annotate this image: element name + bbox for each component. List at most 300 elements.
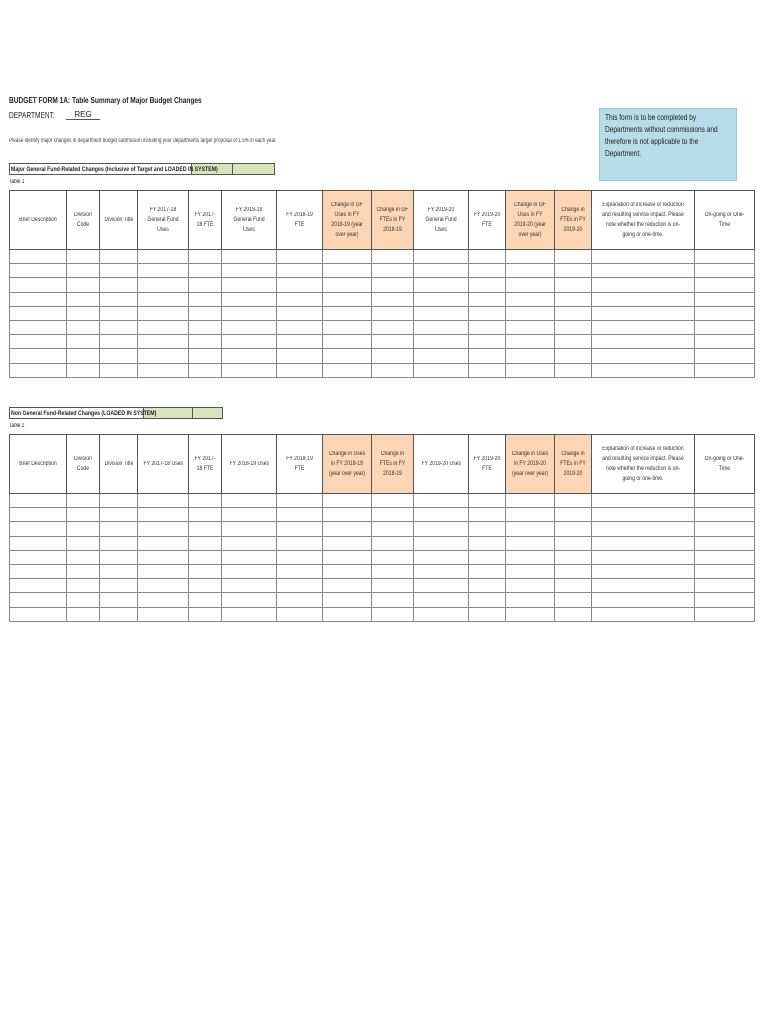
table-row xyxy=(10,579,755,593)
department-value[interactable]: REG xyxy=(66,110,100,120)
table-cell[interactable] xyxy=(189,349,222,363)
table-cell[interactable] xyxy=(100,522,138,536)
table-cell[interactable] xyxy=(323,536,372,550)
table-cell[interactable] xyxy=(277,349,323,363)
table-row xyxy=(10,264,755,278)
table-cell[interactable] xyxy=(189,250,222,264)
table-cell[interactable] xyxy=(67,292,100,306)
table-cell[interactable] xyxy=(10,250,67,264)
column-header xyxy=(323,191,372,250)
table-cell[interactable] xyxy=(592,264,695,278)
table-cell[interactable] xyxy=(67,508,100,522)
table-cell[interactable] xyxy=(414,579,469,593)
table-cell[interactable] xyxy=(222,363,277,377)
table-cell[interactable] xyxy=(695,564,755,578)
table-cell[interactable] xyxy=(10,349,67,363)
table-cell[interactable] xyxy=(695,593,755,607)
table-cell[interactable] xyxy=(469,306,506,320)
table-cell[interactable] xyxy=(277,579,323,593)
table-cell[interactable] xyxy=(100,320,138,334)
table-cell[interactable] xyxy=(506,508,555,522)
table-cell[interactable] xyxy=(67,522,100,536)
table-cell[interactable] xyxy=(222,335,277,349)
table-cell[interactable] xyxy=(555,536,592,550)
table-cell[interactable] xyxy=(469,593,506,607)
table-cell[interactable] xyxy=(506,564,555,578)
table-cell[interactable] xyxy=(592,508,695,522)
table-cell[interactable] xyxy=(506,278,555,292)
table-cell[interactable] xyxy=(592,292,695,306)
table-cell[interactable] xyxy=(506,593,555,607)
table-cell[interactable] xyxy=(469,536,506,550)
table-cell[interactable] xyxy=(695,494,755,508)
table-cell[interactable] xyxy=(695,508,755,522)
table-cell[interactable] xyxy=(100,579,138,593)
table-cell[interactable] xyxy=(506,250,555,264)
table-cell[interactable] xyxy=(100,335,138,349)
table-cell[interactable] xyxy=(189,264,222,278)
table-cell[interactable] xyxy=(189,579,222,593)
section2-title: Non General Fund-Related Changes (LOADED IN SYSTEM) xyxy=(11,410,157,417)
table-cell[interactable] xyxy=(277,292,323,306)
table-cell[interactable] xyxy=(414,508,469,522)
table-cell[interactable] xyxy=(592,550,695,564)
table-cell[interactable] xyxy=(372,550,414,564)
table-cell[interactable] xyxy=(323,306,372,320)
table-cell[interactable] xyxy=(323,278,372,292)
column-header xyxy=(592,435,695,494)
table-cell[interactable] xyxy=(555,250,592,264)
table-cell[interactable] xyxy=(222,564,277,578)
table-cell[interactable] xyxy=(100,278,138,292)
table-cell[interactable] xyxy=(555,320,592,334)
table-cell[interactable] xyxy=(138,264,189,278)
table-cell[interactable] xyxy=(67,264,100,278)
table-cell[interactable] xyxy=(277,320,323,334)
table-cell[interactable] xyxy=(372,508,414,522)
table-cell[interactable] xyxy=(414,278,469,292)
table-cell[interactable] xyxy=(469,508,506,522)
section2-title-cell xyxy=(10,408,157,418)
table-cell[interactable] xyxy=(10,550,67,564)
table-cell[interactable] xyxy=(10,278,67,292)
table-cell[interactable] xyxy=(592,250,695,264)
table-cell[interactable] xyxy=(67,579,100,593)
table-cell[interactable] xyxy=(555,550,592,564)
table-cell[interactable] xyxy=(100,264,138,278)
table-cell[interactable] xyxy=(414,292,469,306)
table-cell[interactable] xyxy=(592,536,695,550)
table-cell[interactable] xyxy=(469,522,506,536)
table-cell[interactable] xyxy=(138,564,189,578)
table-cell[interactable] xyxy=(592,607,695,621)
table-cell[interactable] xyxy=(414,349,469,363)
table-cell[interactable] xyxy=(372,593,414,607)
table-cell[interactable] xyxy=(67,349,100,363)
table-cell[interactable] xyxy=(67,250,100,264)
column-header-text: Explanation of increase or reduction and resulting service impact. Please note whether the reduction is on-going or one-time. xyxy=(602,446,684,482)
table-cell[interactable] xyxy=(414,363,469,377)
table-cell[interactable] xyxy=(100,292,138,306)
table-cell[interactable] xyxy=(10,607,67,621)
table-cell[interactable] xyxy=(10,320,67,334)
table-cell[interactable] xyxy=(138,536,189,550)
column-header-text: Division Code xyxy=(74,212,92,228)
table-cell[interactable] xyxy=(189,292,222,306)
table-cell[interactable] xyxy=(469,550,506,564)
table-cell[interactable] xyxy=(695,522,755,536)
table-cell[interactable] xyxy=(555,306,592,320)
table-cell[interactable] xyxy=(138,292,189,306)
table-cell[interactable] xyxy=(323,335,372,349)
table-cell[interactable] xyxy=(592,306,695,320)
table-cell[interactable] xyxy=(414,536,469,550)
table-cell[interactable] xyxy=(10,264,67,278)
table-cell[interactable] xyxy=(189,508,222,522)
table-cell[interactable] xyxy=(506,494,555,508)
table-cell[interactable] xyxy=(372,250,414,264)
table-cell[interactable] xyxy=(592,349,695,363)
table-cell[interactable] xyxy=(222,292,277,306)
table-cell[interactable] xyxy=(138,579,189,593)
table-cell[interactable] xyxy=(67,320,100,334)
column-header-text: Change in FTEs in FY 2019-20 xyxy=(560,451,586,477)
table-cell[interactable] xyxy=(222,494,277,508)
table-cell[interactable] xyxy=(67,278,100,292)
table-cell[interactable] xyxy=(592,579,695,593)
table-cell[interactable] xyxy=(222,550,277,564)
table-cell[interactable] xyxy=(372,494,414,508)
column-header xyxy=(323,435,372,494)
table-cell[interactable] xyxy=(10,306,67,320)
table-cell[interactable] xyxy=(189,536,222,550)
table-cell[interactable] xyxy=(277,508,323,522)
table-cell[interactable] xyxy=(100,564,138,578)
table-cell[interactable] xyxy=(506,579,555,593)
table-cell[interactable] xyxy=(372,564,414,578)
table-cell[interactable] xyxy=(138,349,189,363)
table-cell[interactable] xyxy=(555,363,592,377)
table-cell[interactable] xyxy=(695,363,755,377)
section2-green-cell xyxy=(192,408,222,418)
table-cell[interactable] xyxy=(189,593,222,607)
table-cell[interactable] xyxy=(323,494,372,508)
table-cell[interactable] xyxy=(414,250,469,264)
table-cell[interactable] xyxy=(222,264,277,278)
notice-text: This form is to be completed by Departments without commissions and therefore is not applicable to the Department. xyxy=(605,113,718,158)
table-cell[interactable] xyxy=(372,349,414,363)
table-cell[interactable] xyxy=(506,292,555,306)
table-cell[interactable] xyxy=(100,306,138,320)
table-cell[interactable] xyxy=(277,593,323,607)
table-cell[interactable] xyxy=(555,508,592,522)
table-cell[interactable] xyxy=(100,593,138,607)
table-cell[interactable] xyxy=(695,550,755,564)
table-cell[interactable] xyxy=(222,349,277,363)
table-cell[interactable] xyxy=(222,508,277,522)
table-cell[interactable] xyxy=(277,522,323,536)
table-cell[interactable] xyxy=(555,349,592,363)
table-cell[interactable] xyxy=(222,320,277,334)
table-cell[interactable] xyxy=(100,550,138,564)
table-cell[interactable] xyxy=(222,593,277,607)
table-cell[interactable] xyxy=(222,250,277,264)
table-cell[interactable] xyxy=(469,564,506,578)
column-header xyxy=(222,191,277,250)
table-cell[interactable] xyxy=(695,335,755,349)
table-cell[interactable] xyxy=(67,306,100,320)
table-cell[interactable] xyxy=(469,264,506,278)
table-cell[interactable] xyxy=(222,522,277,536)
table-cell[interactable] xyxy=(506,320,555,334)
table-cell[interactable] xyxy=(277,250,323,264)
table-cell[interactable] xyxy=(372,264,414,278)
table-cell[interactable] xyxy=(222,536,277,550)
table-cell[interactable] xyxy=(138,494,189,508)
table-cell[interactable] xyxy=(592,320,695,334)
table-cell[interactable] xyxy=(555,292,592,306)
column-header xyxy=(372,191,414,250)
table-cell[interactable] xyxy=(277,306,323,320)
column-header xyxy=(555,191,592,250)
table-cell[interactable] xyxy=(592,593,695,607)
table-cell[interactable] xyxy=(100,536,138,550)
table-cell[interactable] xyxy=(506,607,555,621)
table-cell[interactable] xyxy=(10,522,67,536)
table-cell[interactable] xyxy=(372,363,414,377)
table-row xyxy=(10,250,755,264)
table-cell[interactable] xyxy=(10,335,67,349)
table-cell[interactable] xyxy=(189,564,222,578)
table-cell[interactable] xyxy=(189,607,222,621)
table-cell[interactable] xyxy=(323,550,372,564)
table-cell[interactable] xyxy=(67,564,100,578)
table-cell[interactable] xyxy=(138,335,189,349)
table-cell[interactable] xyxy=(372,292,414,306)
table-cell[interactable] xyxy=(506,349,555,363)
table-cell[interactable] xyxy=(277,536,323,550)
table-row xyxy=(10,363,755,377)
table-cell[interactable] xyxy=(506,550,555,564)
table-cell[interactable] xyxy=(222,278,277,292)
table-cell[interactable] xyxy=(372,278,414,292)
table-cell[interactable] xyxy=(138,607,189,621)
table-cell[interactable] xyxy=(414,564,469,578)
table-cell[interactable] xyxy=(189,363,222,377)
table-cell[interactable] xyxy=(695,320,755,334)
table-cell[interactable] xyxy=(469,494,506,508)
table-cell[interactable] xyxy=(323,250,372,264)
table-cell[interactable] xyxy=(469,292,506,306)
table-cell[interactable] xyxy=(555,564,592,578)
table-cell[interactable] xyxy=(10,564,67,578)
table-cell[interactable] xyxy=(277,494,323,508)
table-cell[interactable] xyxy=(100,494,138,508)
table-cell[interactable] xyxy=(222,579,277,593)
table-cell[interactable] xyxy=(469,579,506,593)
table-cell[interactable] xyxy=(189,494,222,508)
table-cell[interactable] xyxy=(414,320,469,334)
table-cell[interactable] xyxy=(10,494,67,508)
table-cell[interactable] xyxy=(592,335,695,349)
table-cell[interactable] xyxy=(414,550,469,564)
table-cell[interactable] xyxy=(372,579,414,593)
table-cell[interactable] xyxy=(323,593,372,607)
table-cell[interactable] xyxy=(695,607,755,621)
table-cell[interactable] xyxy=(414,306,469,320)
table-cell[interactable] xyxy=(414,335,469,349)
table-cell[interactable] xyxy=(695,278,755,292)
table-cell[interactable] xyxy=(10,579,67,593)
table-cell[interactable] xyxy=(138,363,189,377)
table-cell[interactable] xyxy=(323,508,372,522)
table-cell[interactable] xyxy=(414,264,469,278)
table-cell[interactable] xyxy=(323,363,372,377)
table-cell[interactable] xyxy=(695,349,755,363)
table-cell[interactable] xyxy=(506,306,555,320)
table-cell[interactable] xyxy=(189,306,222,320)
table-cell[interactable] xyxy=(555,278,592,292)
table-cell[interactable] xyxy=(592,363,695,377)
table-cell[interactable] xyxy=(506,522,555,536)
table-cell[interactable] xyxy=(277,335,323,349)
table-cell[interactable] xyxy=(323,349,372,363)
table-cell[interactable] xyxy=(506,264,555,278)
table-cell[interactable] xyxy=(189,278,222,292)
table-cell[interactable] xyxy=(469,320,506,334)
table-cell[interactable] xyxy=(222,607,277,621)
table-cell[interactable] xyxy=(189,522,222,536)
table-cell[interactable] xyxy=(469,278,506,292)
table-cell[interactable] xyxy=(469,363,506,377)
table-cell[interactable] xyxy=(414,607,469,621)
table-cell[interactable] xyxy=(555,264,592,278)
column-header xyxy=(100,191,138,250)
table-cell[interactable] xyxy=(138,508,189,522)
column-header-text: Explanation of increase or reduction and resulting service impact. Please note whether the reduction is on-going or one-time. xyxy=(602,202,684,238)
table-cell[interactable] xyxy=(277,363,323,377)
table-cell[interactable] xyxy=(10,593,67,607)
table-cell[interactable] xyxy=(100,250,138,264)
table-cell[interactable] xyxy=(555,593,592,607)
table-cell[interactable] xyxy=(277,607,323,621)
table-cell[interactable] xyxy=(323,292,372,306)
column-header xyxy=(414,435,469,494)
table-cell[interactable] xyxy=(555,522,592,536)
table-cell[interactable] xyxy=(469,250,506,264)
table-cell[interactable] xyxy=(67,550,100,564)
table-cell[interactable] xyxy=(695,579,755,593)
table-cell[interactable] xyxy=(100,508,138,522)
table-cell[interactable] xyxy=(138,250,189,264)
table-cell[interactable] xyxy=(695,264,755,278)
table-cell[interactable] xyxy=(372,607,414,621)
table-cell[interactable] xyxy=(555,335,592,349)
table-cell[interactable] xyxy=(469,349,506,363)
column-header-text: FY 2017-18 General Fund Uses xyxy=(147,207,179,233)
table-cell[interactable] xyxy=(277,278,323,292)
table-cell[interactable] xyxy=(323,320,372,334)
table-cell[interactable] xyxy=(592,522,695,536)
form-title: BUDGET FORM 1A: Table Summary of Major Budget Changes xyxy=(9,96,202,105)
table-cell[interactable] xyxy=(414,593,469,607)
table-cell[interactable] xyxy=(555,607,592,621)
table-cell[interactable] xyxy=(138,278,189,292)
table-cell[interactable] xyxy=(10,363,67,377)
table-cell[interactable] xyxy=(323,264,372,278)
table-cell[interactable] xyxy=(414,494,469,508)
table-cell[interactable] xyxy=(555,494,592,508)
table-cell[interactable] xyxy=(189,320,222,334)
table-cell[interactable] xyxy=(277,264,323,278)
notice-box xyxy=(599,108,737,181)
table-cell[interactable] xyxy=(138,306,189,320)
table-cell[interactable] xyxy=(67,494,100,508)
table-cell[interactable] xyxy=(592,494,695,508)
table-cell[interactable] xyxy=(100,349,138,363)
table-cell[interactable] xyxy=(67,593,100,607)
section1-header xyxy=(9,163,275,175)
table-cell[interactable] xyxy=(506,536,555,550)
table-row xyxy=(10,349,755,363)
table-cell[interactable] xyxy=(695,306,755,320)
table-cell[interactable] xyxy=(323,579,372,593)
table-cell[interactable] xyxy=(323,607,372,621)
table-cell[interactable] xyxy=(10,292,67,306)
table-cell[interactable] xyxy=(138,522,189,536)
table-cell[interactable] xyxy=(372,536,414,550)
table-cell[interactable] xyxy=(695,536,755,550)
column-header xyxy=(138,435,189,494)
table-cell[interactable] xyxy=(555,579,592,593)
table-cell[interactable] xyxy=(469,335,506,349)
table-cell[interactable] xyxy=(67,363,100,377)
table-cell[interactable] xyxy=(372,320,414,334)
table-cell[interactable] xyxy=(414,522,469,536)
table-cell[interactable] xyxy=(10,536,67,550)
table-cell[interactable] xyxy=(695,250,755,264)
table-cell[interactable] xyxy=(67,536,100,550)
table-cell[interactable] xyxy=(138,550,189,564)
table-cell[interactable] xyxy=(372,335,414,349)
column-header-text: Change in Uses in FY 2019-20 (year over year) xyxy=(511,451,549,477)
column-header-text: On-going or One-Time xyxy=(704,212,745,228)
table-cell[interactable] xyxy=(592,278,695,292)
table-cell[interactable] xyxy=(100,363,138,377)
table-cell[interactable] xyxy=(189,550,222,564)
table-cell[interactable] xyxy=(67,607,100,621)
table-cell[interactable] xyxy=(222,306,277,320)
table-cell[interactable] xyxy=(10,508,67,522)
table-cell[interactable] xyxy=(138,593,189,607)
table-cell[interactable] xyxy=(277,564,323,578)
table-cell[interactable] xyxy=(323,522,372,536)
table-cell[interactable] xyxy=(138,320,189,334)
table-cell[interactable] xyxy=(372,522,414,536)
table-cell[interactable] xyxy=(323,564,372,578)
table-cell[interactable] xyxy=(189,335,222,349)
table-cell[interactable] xyxy=(506,363,555,377)
table-cell[interactable] xyxy=(277,550,323,564)
table-cell[interactable] xyxy=(506,335,555,349)
table-cell[interactable] xyxy=(372,306,414,320)
table-cell[interactable] xyxy=(695,292,755,306)
table-cell[interactable] xyxy=(67,335,100,349)
table-cell[interactable] xyxy=(592,564,695,578)
table-cell[interactable] xyxy=(100,607,138,621)
column-header-text: FY 2017-18 Uses xyxy=(143,461,183,467)
table-cell[interactable] xyxy=(469,607,506,621)
